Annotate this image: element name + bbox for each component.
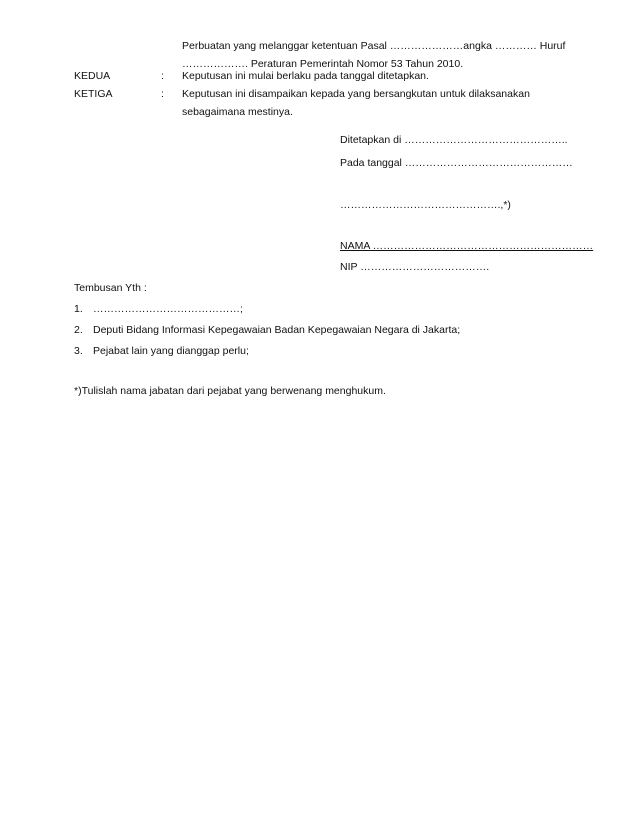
kedua-colon: : <box>161 70 164 82</box>
tembusan-item-text: ……………………………………; <box>93 303 243 315</box>
ketiga-line-2: sebagaimana mestinya. <box>182 106 293 118</box>
kedua-text: Keputusan ini mulai berlaku pada tanggal ditetapkan. <box>182 70 429 82</box>
pada-tanggal: Pada tanggal ………………………………………… <box>340 157 573 169</box>
ditetapkan-di: Ditetapkan di ……………………………………….. <box>340 134 568 146</box>
ketiga-colon: : <box>161 88 164 100</box>
footnote: *)Tulislah nama jabatan dari pejabat yang berwenang menghukum. <box>74 385 386 397</box>
ketiga-line-1: Keputusan ini disampaikan kepada yang bersangkutan untuk dilaksanakan <box>182 88 530 100</box>
tembusan-item-text: Pejabat lain yang dianggap perlu; <box>93 345 249 357</box>
ketiga-label: KETIGA <box>74 88 113 100</box>
kedua-label: KEDUA <box>74 70 111 82</box>
continued-line-1: Perbuatan yang melanggar ketentuan Pasal …………………angka ………… Huruf <box>182 40 566 52</box>
tembusan-title: Tembusan Yth : <box>74 282 147 294</box>
signer-name: NAMA ……………………………………………………… <box>340 240 594 252</box>
tembusan-item-number: 3. <box>74 345 83 357</box>
tembusan-item-number: 1. <box>74 303 83 315</box>
signer-position: ……………………………………….,*) <box>340 199 511 211</box>
tembusan-item-number: 2. <box>74 324 83 336</box>
signer-nip: NIP ………………………………. <box>340 261 490 273</box>
tembusan-item-text: Deputi Bidang Informasi Kepegawaian Badan Kepegawaian Negara di Jakarta; <box>93 324 461 336</box>
continued-line-2: ………………. Peraturan Pemerintah Nomor 53 Tahun 2010. <box>182 58 464 70</box>
